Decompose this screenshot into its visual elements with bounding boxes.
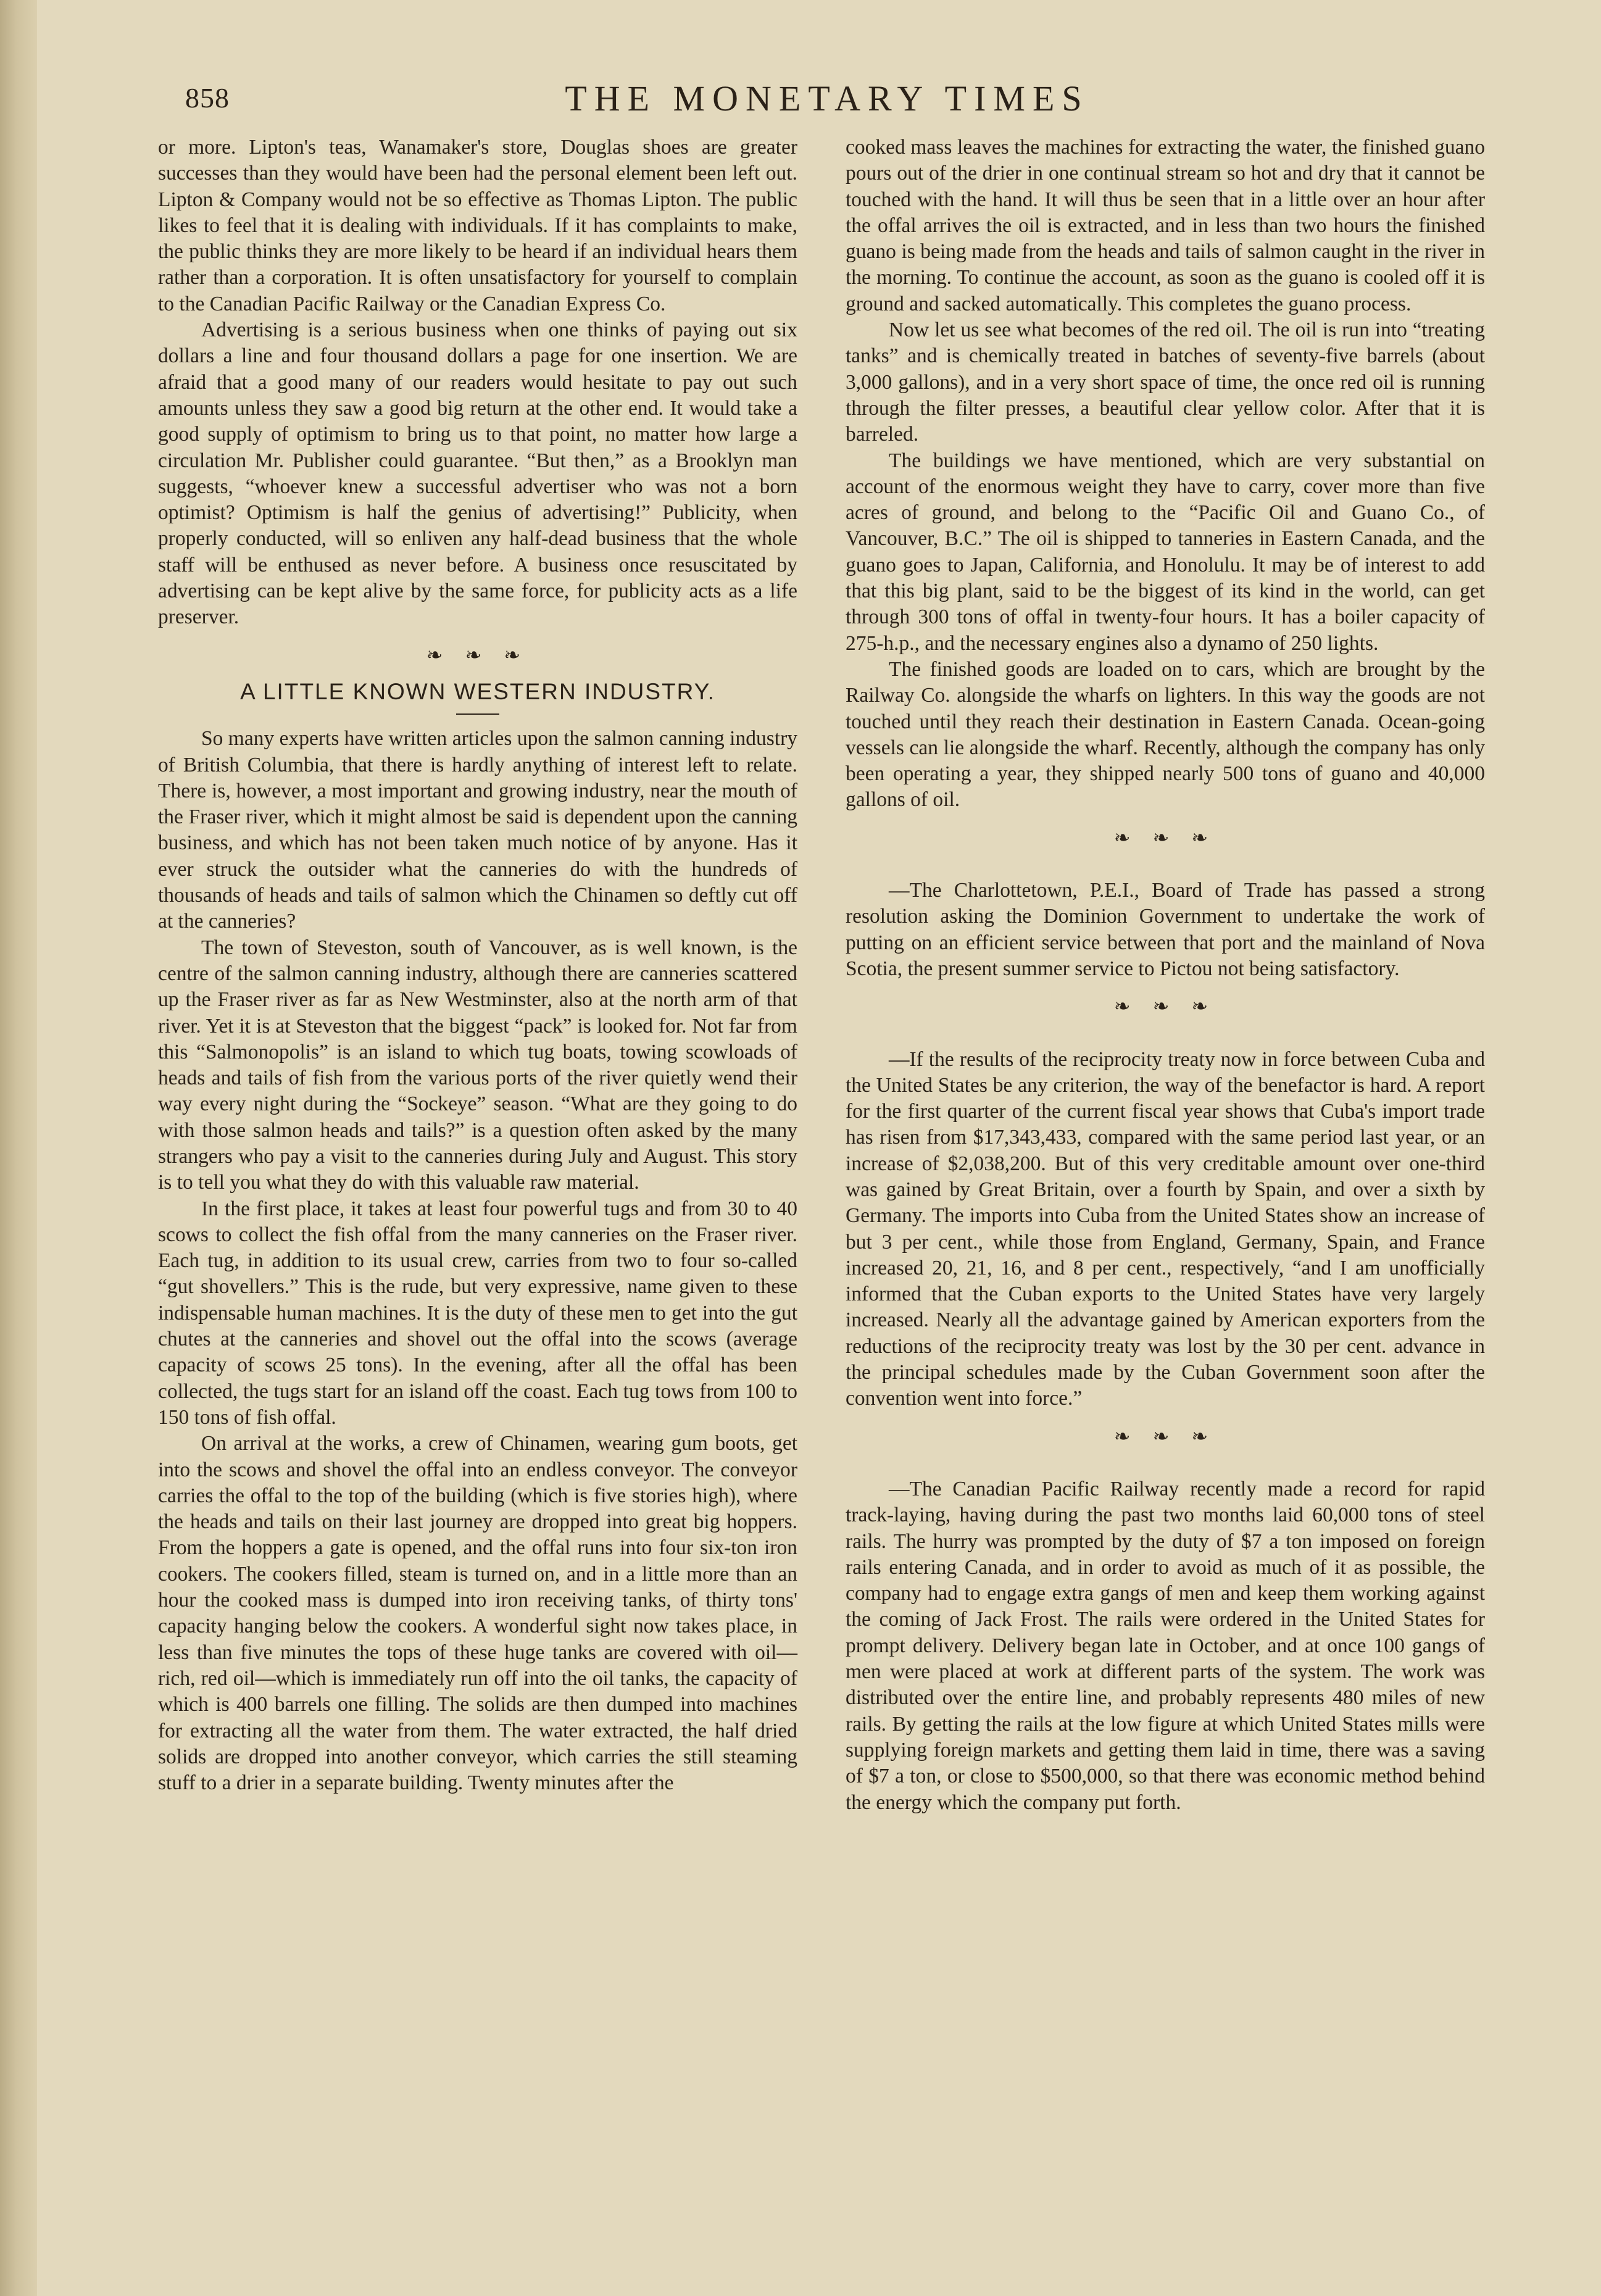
right-column — [846, 135, 1485, 1816]
paragraph: or more. Lipton's teas, Wanamaker's store, Douglas shoes are greater successes than they would have been had the personal element been left out. Lipton & Company would not be so effective as Thomas Lipton. The public likes to feel that it is dealing with individuals. If it has complaints to make, the public thinks they are more likely to be heard if an individual hears them rather than a corporation. It is often unsatisfactory for yourself to complain to the Canadian Pacific Railway or the Canadian Express Co. — [158, 136, 797, 315]
paragraph: Advertising is a serious business when one thinks of paying out six dollars a line and four thousand dollars a page for one insertion. We are afraid that a good many of our readers would hesitate to pay out such amounts unless they saw a good big return at the other end. It would take a good supply of optimism to bring us to that point, no matter how large a circulation Mr. Publisher could guarantee. “But then,” as a Brooklyn man suggests, “whoever knew a successful advertiser who was not a born optimist? Optimism is half the genius of advertising!” Publicity, when properly conducted, will so enliven any half-dead business that the whole staff will be enthused as never before. A business once resuscitated by advertising can be kept alive by the same force, for publicity acts as a life preserver. — [158, 318, 797, 629]
paragraph: Now let us see what becomes of the red oil. The oil is run into “treating tanks” and is chemically treated in batches of seventy-five barrels (about 3,000 gallons), and in a very short space of time, the once red oil is running through the filter presses, a beautiful clear yellow color. After that it is barreled. — [846, 318, 1485, 446]
spacer — [846, 857, 1485, 878]
page-header — [185, 73, 1469, 122]
news-item: —If the results of the reciprocity treaty now in force between Cuba and the United States be any criterion, the way of the benefactor is hard. A report for the first quarter of the current fiscal year shows that Cuba's import trade has risen from $17,343,433, compared with the same period last year, or an increase of $2,038,200. But of this very creditable amount over one-third was gained by Great Britain, over a fourth by Spain, and over a sixth by Germany. The imports into Cuba from the United States show an increase of but 3 per cent., while those from England, Germany, Spain, and France increased 20, 21, 16, and 8 per cent., respectively, “and I am unofficially informed that the Cuban exports to the United States have very largely increased. Nearly all the advantage gained by American exporters from the reductions of the reciprocity treaty was lost by the 30 per cent. advance in the principal schedules made by the Cuban Government soon after the convention went into force.” — [846, 1047, 1485, 1410]
paragraph: The town of Steveston, south of Vancouver, as is well known, is the centre of the salmon canning industry, although there are canneries scattered up the Fraser river as far as New Westminster, also at the north arm of that river. Yet it is at Steveston that the biggest “pack” is looked for. Not far from this “Salmonopolis” is an island to which tug boats, towing scowloads of heads and tails of fish from the various ports of the river quietly wend their way every night during the “Sockeye” season. “What are they going to do with those salmon heads and tails?” is a question often asked by the many strangers who pay a visit to the canneries during July and August. This story is to tell you what they do with this valuable raw material. — [158, 936, 797, 1194]
spacer — [846, 1026, 1485, 1047]
page-number: 858 — [185, 82, 230, 114]
paragraph: On arrival at the works, a crew of Chinamen, wearing gum boots, get into the scows and shovel the offal into an endless conveyor. The conveyor carries the offal to the top of the building (which is five stories high), where the heads and tails on their last journey are dropped into great big hoppers. From the hoppers a gate is opened, and the offal runs into four six-ton iron cookers. The cookers filled, steam is turned on, and in a little more than an hour the cooked mass is dumped into iron receiving tanks, of thirty tons' capacity hanging below the cookers. A wonderful sight now takes place, in less than five minutes the tops of these huge tanks are covered with oil—rich, red oil—which is immediately run off into the oil tanks, the capacity of which is 400 barrels one filling. The solids are then dumped into machines for extracting all the water from them. The water extracted, the half dried solids are dropped into another conveyor, which carries the still steaming stuff to a drier in a separate building. Twenty minutes after the — [158, 1432, 797, 1795]
section-divider-ornament: ❧ ❧ ❧ — [1113, 995, 1217, 1018]
news-item: —The Canadian Pacific Railway recently made a record for rapid track-laying, having during the past two months laid 60,000 tons of steel rails. The hurry was prompted by the duty of $7 a ton imposed on foreign rails entering Canada, and in order to avoid as much of it as possible, the company had to engage extra gangs of men and keep them working against the coming of Jack Frost. The rails were ordered in the United States for prompt delivery. Delivery began late in October, and at once 100 gangs of men were placed at work at different parts of the system. The work was distributed over the entire line, and probably represents 480 miles of new rails. By getting the rails at the low figure at which United States mills were supplying foreign markets and getting them laid in time, there was a saving of $7 a ton, or close to $500,000, so that there was economic method behind the energy which the company put forth. — [846, 1477, 1485, 1814]
title-rule — [456, 713, 499, 715]
page-binding-edge — [0, 0, 37, 2296]
article-title: A LITTLE KNOWN WESTERN INDUSTRY. — [240, 678, 715, 704]
section-divider-ornament: ❧ ❧ ❧ — [1113, 1425, 1217, 1447]
paragraph: cooked mass leaves the machines for extracting the water, the finished guano pours out of the drier in one continual stream so hot and dry that it cannot be touched with the hand. It will thus be seen that in a little over an hour after the offal arrives the oil is extracted, and in less than two hours the finished guano is being made from the heads and tails of salmon caught in the river in the morning. To continue the account, as soon as the guano is cooled off it is ground and sacked automatically. This completes the guano process. — [846, 136, 1485, 315]
section-divider-ornament: ❧ ❧ ❧ — [426, 643, 530, 666]
left-column — [158, 135, 797, 1796]
publication-title: THE MONETARY TIMES — [565, 78, 1089, 119]
paragraph: In the first place, it takes at least four powerful tugs and from 30 to 40 scows to collect the fish offal from the many canneries on the Fraser river. Each tug, in addition to its usual crew, carries from two to four so-called “gut shovellers.” This is the rude, but very expressive, name given to these indispensable human machines. It is the duty of these men to get into the gut chutes at the canneries and shovel out the offal into the scows (average capacity of scows 25 tons). In the evening, after all the offal has been collected, the tugs start for an island off the coast. Each tug tows from 100 to 150 tons of fish offal. — [158, 1197, 797, 1429]
spacer — [846, 1455, 1485, 1476]
paragraph: The finished goods are loaded on to cars, which are brought by the Railway Co. alongside the wharfs on lighters. In this way the goods are not touched until they reach their destination in Eastern Canada. Ocean-going vessels can lie alongside the wharf. Recently, although the company has only been operating a year, they shipped nearly 500 tons of guano and 40,000 gallons of oil. — [846, 657, 1485, 812]
paragraph: The buildings we have mentioned, which are very substantial on account of the enormous weight they have to carry, cover more than five acres of ground, and belong to the “Pacific Oil and Guano Co., of Vancouver, B.C.” The oil is shipped to tanneries in Eastern Canada, and the guano goes to Japan, California, and Honolulu. It may be of interest to add that this big plant, said to be the biggest of its kind in the world, can get through 300 tons of offal in twenty-four hours. It has a boiler capacity of 275-h.p., and the necessary engines also a dynamo of 250 lights. — [846, 449, 1485, 655]
news-item: —The Charlottetown, P.E.I., Board of Trade has passed a strong resolution asking the Dominion Government to undertake the work of putting on an efficient service between that port and the mainland of Nova Scotia, the present summer service to Pictou not being satisfactory. — [846, 879, 1485, 980]
section-divider-ornament: ❧ ❧ ❧ — [1113, 826, 1217, 849]
newspaper-page — [37, 0, 1601, 2296]
paragraph: So many experts have written articles upon the salmon canning industry of British Columbia, that there is hardly anything of interest left to relate. There is, however, a most important and growing industry, near the mouth of the Fraser river, which it might almost be said is dependent upon the canning business, and which has not been taken much notice of by anyone. Has it ever struck the outsider what the canneries do with the hundreds of thousands of heads and tails of salmon which the Chinamen so deftly cut off at the canneries? — [158, 727, 797, 933]
